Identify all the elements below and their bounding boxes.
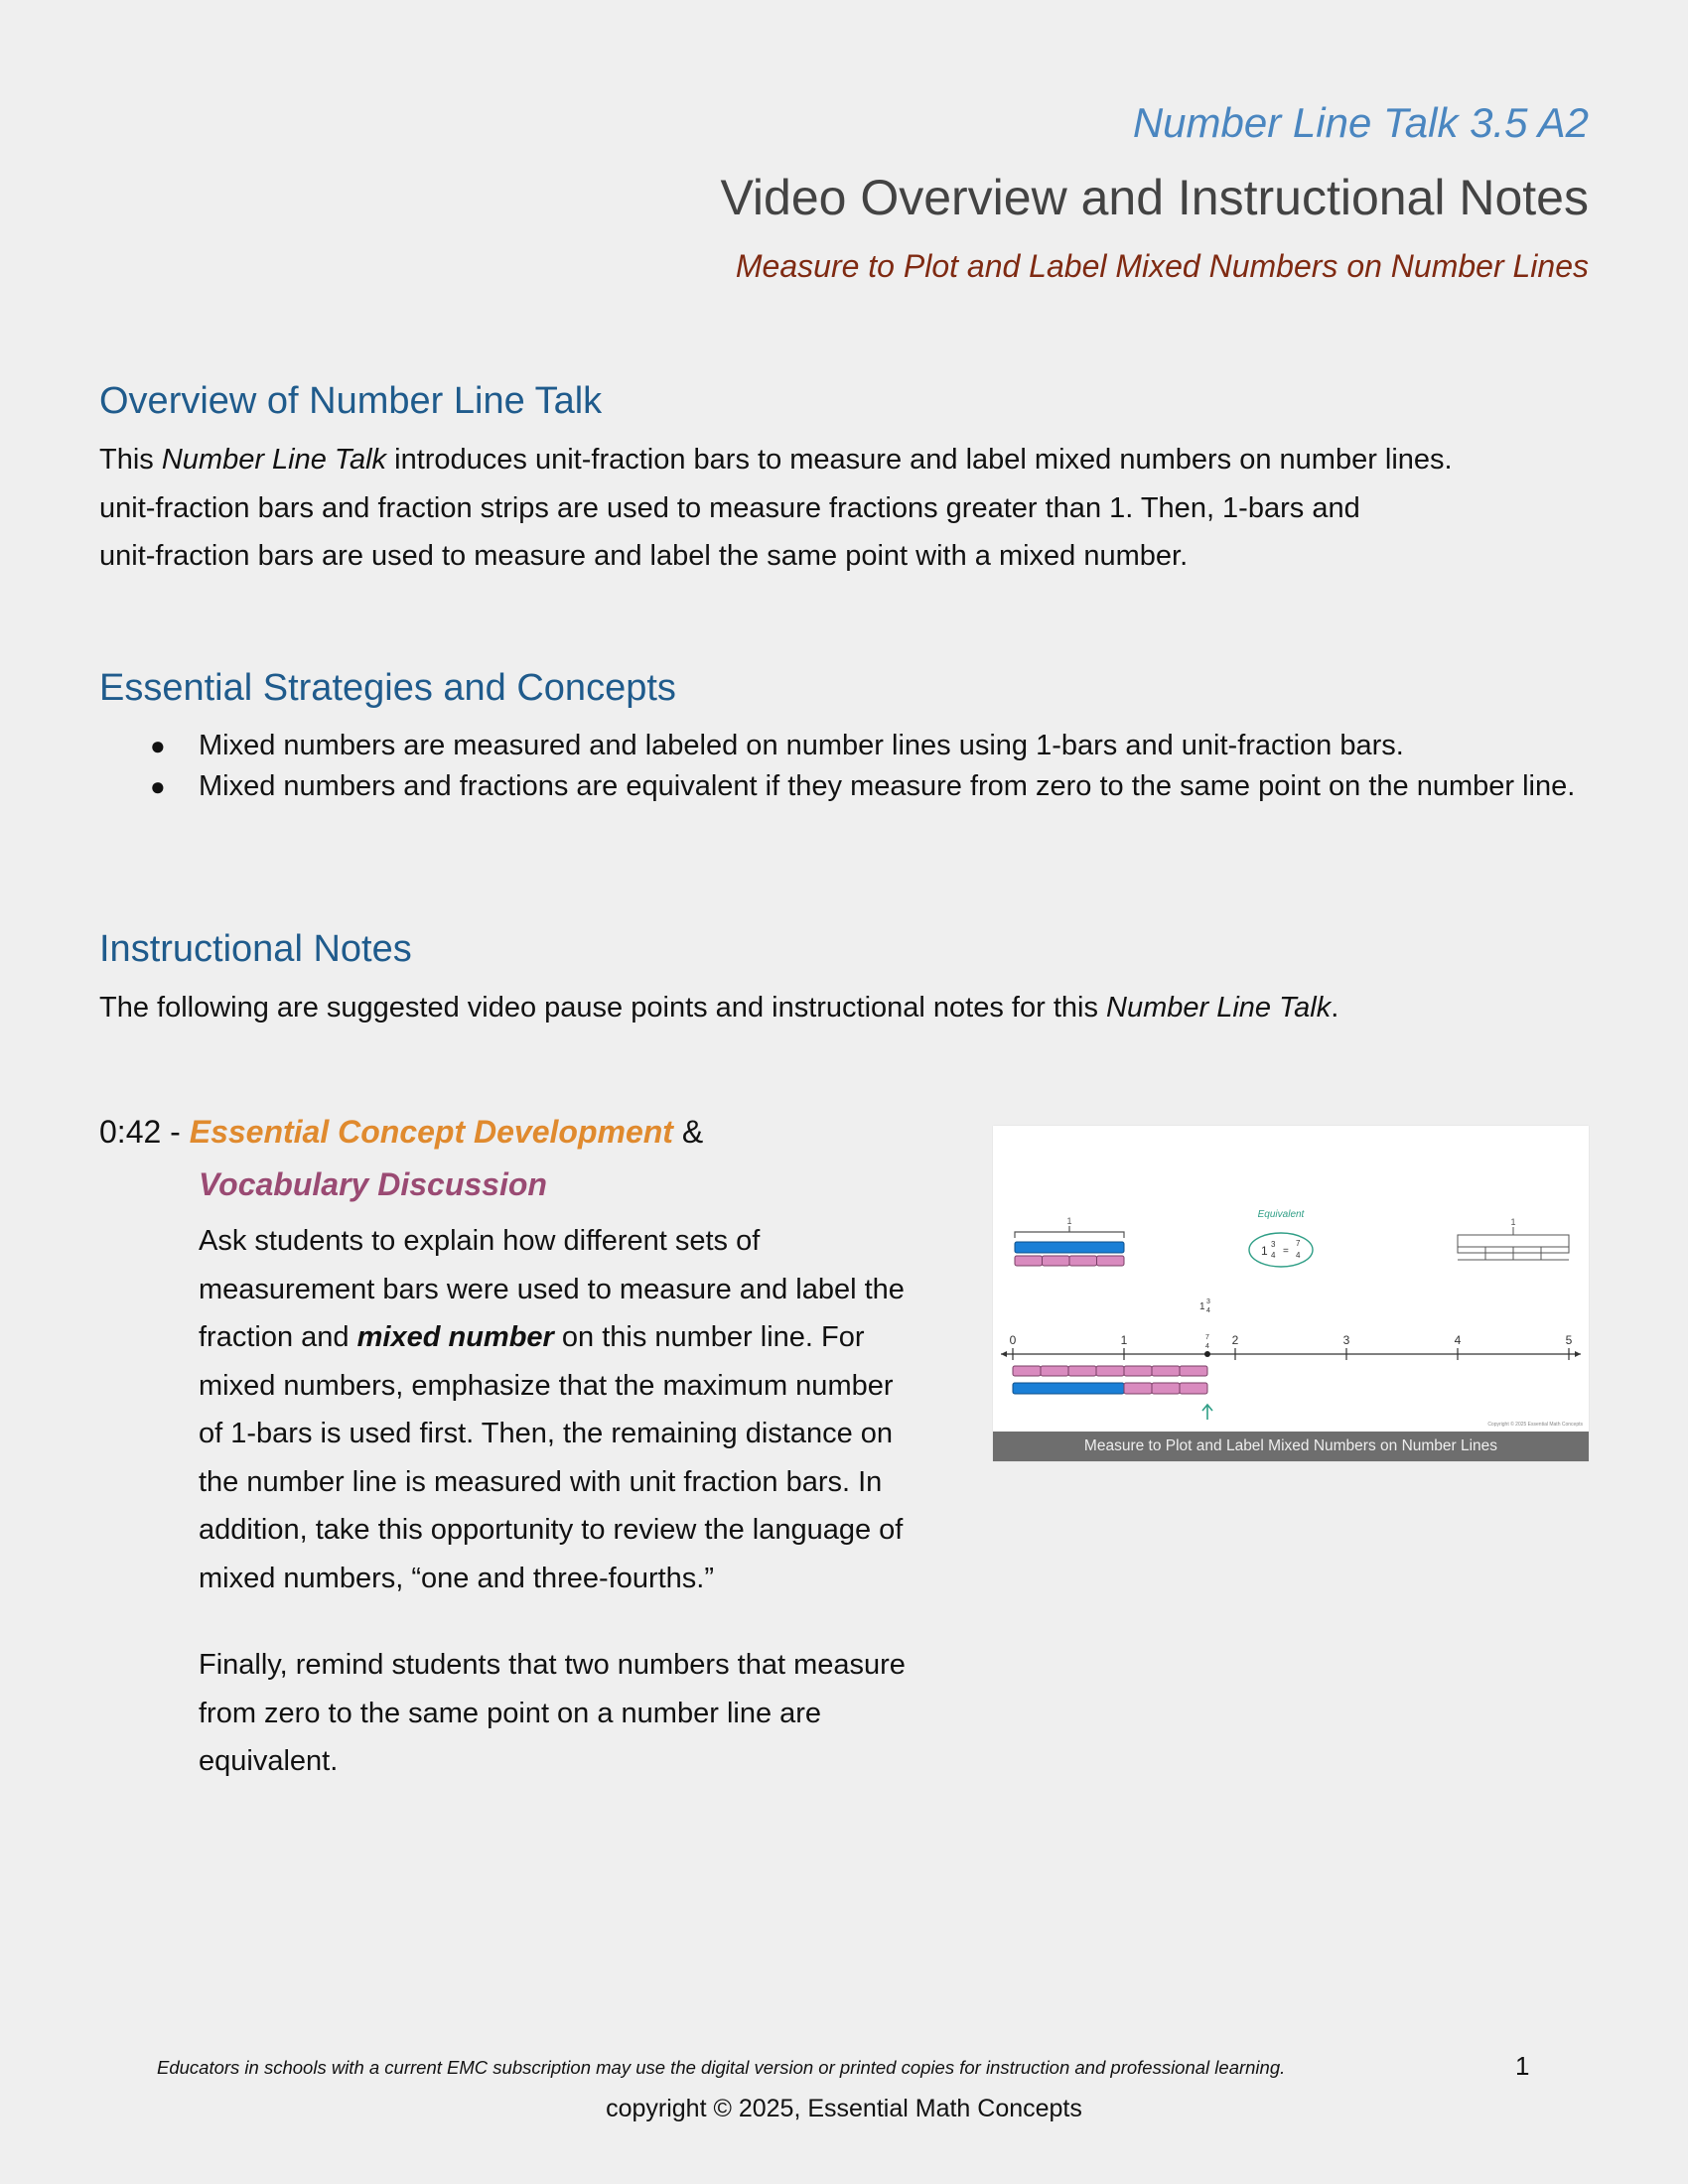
pause-paragraph-1 bbox=[199, 1217, 973, 1602]
eq-frac-num: 7 bbox=[1296, 1239, 1301, 1248]
eq-num: 3 bbox=[1271, 1240, 1276, 1249]
number-line-figure bbox=[993, 1126, 1589, 1461]
tick-label: 4 bbox=[1454, 1333, 1462, 1347]
left-bracket bbox=[1015, 1226, 1124, 1238]
body-line: Finally, remind students that two numbers that measure bbox=[199, 1649, 906, 1681]
overview-text-line3: unit-fraction bars are used to measure and label the same point with a mixed number. bbox=[99, 540, 1189, 572]
list-item bbox=[99, 766, 1589, 807]
eq-sign: = bbox=[1283, 1246, 1289, 1257]
vocabulary-label: Vocabulary Discussion bbox=[199, 1166, 547, 1202]
body-line: measurement bars were used to measure and label the bbox=[199, 1273, 905, 1305]
point-frac-den: 4 bbox=[1205, 1343, 1209, 1350]
tick-label: 3 bbox=[1342, 1333, 1350, 1347]
fourth-bars-row bbox=[1013, 1366, 1207, 1376]
eq-frac-den: 4 bbox=[1296, 1251, 1301, 1260]
concept-label: Essential Concept Development bbox=[189, 1114, 673, 1150]
plotted-point bbox=[1204, 1351, 1210, 1357]
overview-heading: Overview of Number Line Talk bbox=[99, 380, 603, 422]
overview-paragraph bbox=[99, 436, 1589, 581]
eq-den: 4 bbox=[1271, 1251, 1276, 1260]
mixed-whole: 1 bbox=[1199, 1301, 1205, 1312]
bullet-text: Mixed numbers and fractions are equivalent if they measure from zero to the same point on the number line. bbox=[199, 769, 1576, 802]
footer-note: Educators in schools with a current EMC subscription may use the digital version or printed copies for instruction and professional learning. bbox=[157, 2057, 1286, 2078]
instructional-heading: Instructional Notes bbox=[99, 928, 412, 970]
body-text: on this number line. For bbox=[553, 1321, 865, 1353]
body-line: from zero to the same point on a number line are bbox=[199, 1697, 822, 1729]
video-thumbnail[interactable] bbox=[993, 1126, 1589, 1461]
essential-bullet-list bbox=[99, 726, 1589, 806]
one-bar bbox=[1015, 1242, 1124, 1253]
bullet-text: Mixed numbers are measured and labeled on number lines using 1-bars and unit-fraction bars. bbox=[199, 730, 1404, 761]
overview-text-line1: introduces unit-fraction bars to measure and label mixed numbers on number lines. bbox=[386, 444, 1453, 476]
ampersand: & bbox=[672, 1114, 704, 1150]
overview-text-line2: unit-fraction bars and fraction strips are used to measure fractions greater than 1. Then, 1-bars and bbox=[99, 491, 1360, 524]
body-text: fraction and bbox=[199, 1321, 357, 1353]
essential-heading: Essential Strategies and Concepts bbox=[99, 667, 676, 709]
pause-point-heading bbox=[99, 1114, 703, 1151]
overview-text-intro: This bbox=[99, 444, 162, 476]
video-caption: Measure to Plot and Label Mixed Numbers on Number Lines bbox=[993, 1432, 1589, 1461]
page-number: 1 bbox=[1515, 2051, 1530, 2081]
figure-copyright: Copyright © 2025 Essential Math Concepts bbox=[1487, 1422, 1583, 1428]
body-line: mixed numbers, “one and three-fourths.” bbox=[199, 1562, 715, 1594]
tick-label: 0 bbox=[1009, 1333, 1017, 1347]
document-subtitle: Measure to Plot and Label Mixed Numbers on Number Lines bbox=[735, 248, 1589, 284]
point-frac-num: 7 bbox=[1205, 1334, 1209, 1341]
equivalent-bubble bbox=[1249, 1233, 1313, 1267]
pause-time: 0:42 - bbox=[99, 1114, 190, 1150]
instructional-text-end: . bbox=[1331, 992, 1339, 1024]
body-line: of 1-bars is used first. Then, the remaining distance on bbox=[199, 1418, 894, 1449]
list-item bbox=[99, 726, 1589, 766]
eq-whole: 1 bbox=[1261, 1244, 1268, 1258]
body-line bbox=[199, 1313, 973, 1362]
instructional-paragraph bbox=[99, 984, 1589, 1032]
body-line: equivalent. bbox=[199, 1745, 339, 1777]
bullet-icon: ● bbox=[150, 731, 166, 760]
arrow-right-icon bbox=[1575, 1351, 1581, 1357]
right-fraction-strip bbox=[1458, 1227, 1569, 1260]
left-bar-label: 1 bbox=[1066, 1216, 1072, 1226]
tick-label: 5 bbox=[1565, 1333, 1573, 1347]
overview-text-italic: Number Line Talk bbox=[161, 444, 387, 476]
mixed-bars-row bbox=[1013, 1383, 1207, 1394]
mixed-num: 3 bbox=[1206, 1298, 1210, 1305]
document-title: Video Overview and Instructional Notes bbox=[720, 170, 1589, 225]
fourth-bars-left bbox=[1015, 1256, 1124, 1266]
tick-label: 1 bbox=[1120, 1333, 1128, 1347]
arrow-left-icon bbox=[1001, 1351, 1007, 1357]
right-bar-label: 1 bbox=[1510, 1217, 1516, 1227]
vocab-term: mixed number bbox=[356, 1321, 554, 1353]
bullet-icon: ● bbox=[150, 770, 166, 801]
body-line: addition, take this opportunity to review the language of bbox=[199, 1514, 904, 1546]
body-line: mixed numbers, emphasize that the maximum number bbox=[199, 1369, 894, 1402]
body-line: Ask students to explain how different sets of bbox=[199, 1225, 761, 1257]
up-arrow-icon bbox=[1202, 1405, 1212, 1420]
mixed-den: 4 bbox=[1206, 1307, 1210, 1314]
pause-paragraph-2 bbox=[199, 1641, 973, 1786]
instructional-text-italic: Number Line Talk bbox=[1106, 992, 1332, 1024]
footer-copyright: copyright © 2025, Essential Math Concepts bbox=[606, 2095, 1082, 2122]
equivalent-label: Equivalent bbox=[1257, 1209, 1305, 1220]
tick-label: 2 bbox=[1231, 1333, 1239, 1347]
instructional-text: The following are suggested video pause points and instructional notes for this bbox=[99, 992, 1107, 1024]
series-title: Number Line Talk 3.5 A2 bbox=[1132, 99, 1589, 146]
body-line: the number line is measured with unit fraction bars. In bbox=[199, 1465, 883, 1498]
